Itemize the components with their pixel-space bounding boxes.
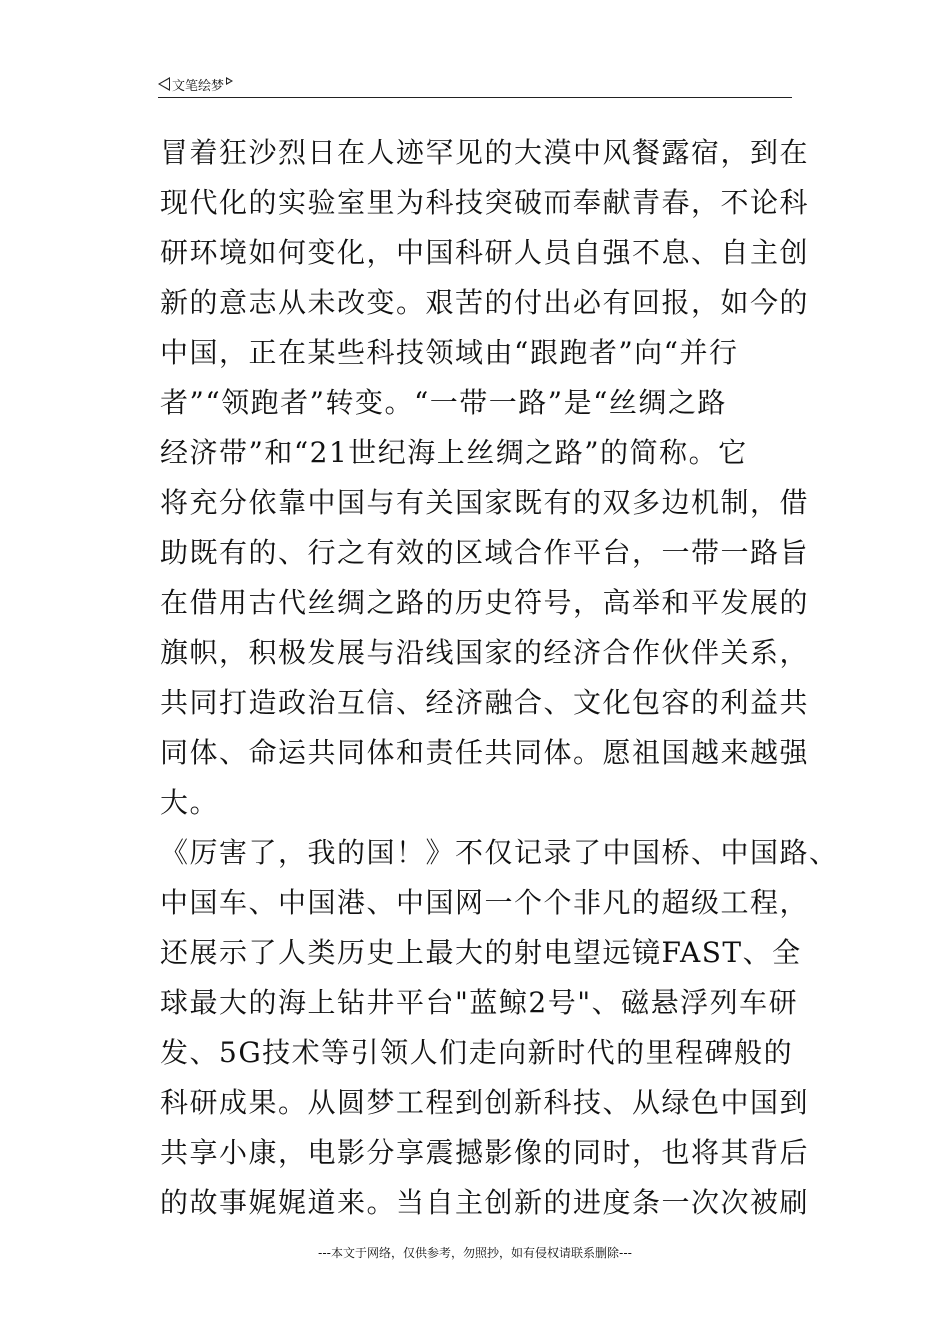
text-line: 研环境如何变化，中国科研人员自强不息、自主创 <box>160 236 810 269</box>
text-line: 科研成果。从圆梦工程到创新科技、从绿色中国到 <box>160 1086 810 1119</box>
triangle-right-icon <box>226 77 233 85</box>
text-line: 《厉害了，我的国！》不仅记录了中国桥、中国路、 <box>160 836 839 869</box>
header-title: 文笔绘梦 <box>172 78 225 94</box>
text-line: 旗帜，积极发展与沿线国家的经济合作伙伴关系， <box>160 636 810 669</box>
text-line: 在借用古代丝绸之路的历史符号，高举和平发展的 <box>160 586 810 619</box>
text-line: 共享小康，电影分享震撼影像的同时，也将其背后 <box>160 1136 810 1169</box>
header-divider <box>158 97 792 98</box>
triangle-left-icon <box>158 77 170 91</box>
text-line: 助既有的、行之有效的区域合作平台，一带一路旨 <box>160 536 810 569</box>
text-line: 大。 <box>160 786 220 819</box>
text-line: 中国，正在某些科技领域由“跟跑者”向“并行 <box>160 336 739 369</box>
text-line: 现代化的实验室里为科技突破而奉献青春，不论科 <box>160 186 810 219</box>
text-line: 还展示了人类历史上最大的射电望远镜FAST、全 <box>160 936 802 969</box>
text-line: 新的意志从未改变。艰苦的付出必有回报，如今的 <box>160 286 810 319</box>
document-body <box>160 128 839 1228</box>
text-line: 同体、命运共同体和责任共同体。愿祖国越来越强 <box>160 736 810 769</box>
text-line: 共同打造政治互信、经济融合、文化包容的利益共 <box>160 686 810 719</box>
text-line: 经济带”和“21世纪海上丝绸之路”的简称。它 <box>160 436 748 469</box>
text-line: 将充分依靠中国与有关国家既有的双多边机制，借 <box>160 486 810 519</box>
page-header <box>158 72 233 96</box>
text-line: 的故事娓娓道来。当自主创新的进度条一次次被刷 <box>160 1186 810 1219</box>
text-line: 球最大的海上钻井平台"蓝鲸2号"、磁悬浮列车研 <box>160 986 799 1019</box>
text-line: 者”“领跑者”转变。“一带一路”是“丝绸之路 <box>160 386 727 419</box>
text-line: 冒着狂沙烈日在人迹罕见的大漠中风餐露宿，到在 <box>160 136 810 169</box>
text-line: 中国车、中国港、中国网一个个非凡的超级工程， <box>160 886 810 919</box>
text-line: 发、5G技术等引领人们走向新时代的里程碑般的 <box>160 1036 794 1069</box>
page-footer: ---本文于网络，仅供参考，勿照抄，如有侵权请联系删除--- <box>318 1246 632 1260</box>
